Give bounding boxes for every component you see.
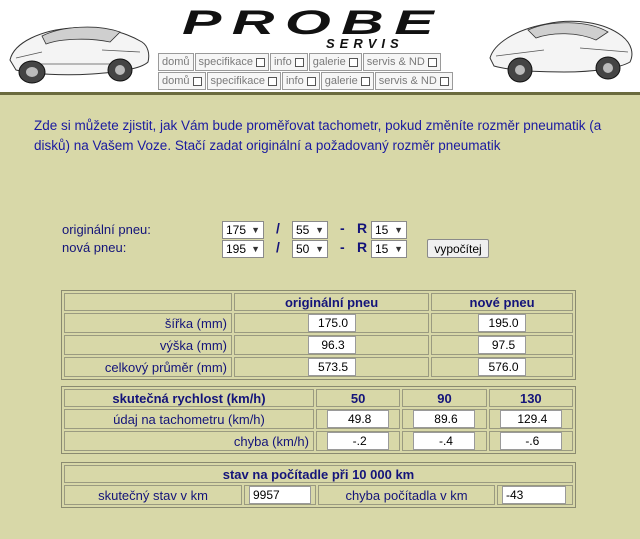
speed-50-header: 50 (316, 389, 400, 407)
slash-separator: / (276, 220, 280, 236)
checkbox-icon (268, 77, 277, 86)
chevron-down-icon: ▼ (315, 225, 324, 235)
svg-text:PROBE: PROBE (182, 4, 444, 42)
new-rim-select[interactable]: 15 ▼ (371, 240, 407, 258)
checkbox-icon (256, 58, 265, 67)
new-width-select[interactable]: 195 ▼ (222, 240, 264, 258)
checkbox-icon (307, 77, 316, 86)
nav-info[interactable]: info (282, 72, 320, 90)
table-row (64, 357, 573, 377)
nav-gallery[interactable]: galerie (309, 53, 362, 71)
chevron-down-icon: ▼ (251, 244, 260, 254)
dash-separator: - (340, 220, 345, 236)
original-width-select[interactable]: 175 ▼ (222, 221, 264, 239)
original-width-value[interactable]: 175.0 (308, 314, 356, 332)
checkbox-icon (440, 77, 449, 86)
original-rim-select[interactable]: 15 ▼ (371, 221, 407, 239)
error-50-value[interactable]: -.2 (327, 432, 389, 450)
speed-table (61, 386, 576, 454)
odometer-error-value[interactable]: -43 (502, 486, 566, 504)
nav-specifications[interactable]: specifikace (207, 72, 281, 90)
nav-service[interactable]: servis & ND (375, 72, 453, 90)
table-header-row (64, 389, 573, 407)
dash-separator: - (340, 239, 345, 255)
original-profile-select[interactable]: 55 ▼ (292, 221, 328, 239)
rim-r-label: R (357, 239, 368, 255)
row-label: chyba (km/h) (64, 431, 314, 451)
original-tire-label: originální pneu: (62, 222, 151, 237)
row-label: celkový průměr (mm) (64, 357, 232, 377)
svg-text:SERVIS: SERVIS (326, 36, 404, 50)
original-tire-header: originální pneu (234, 293, 429, 311)
checkbox-icon (361, 77, 370, 86)
checkbox-icon (428, 58, 437, 67)
intro-text: Zde si můžete zjistit, jak Vám bude proměřovat tachometr, pokud změníte rozměr pneumatik (a disků) na Vašem Voze. Stačí zadat originální a požadovaný rozměr pneumatik (34, 118, 602, 153)
odometer-title: stav na počítadle při 10 000 km (64, 465, 573, 483)
table-row (64, 485, 573, 505)
original-diameter-value[interactable]: 573.5 (308, 358, 356, 376)
row-label: šířka (mm) (64, 313, 232, 333)
new-profile-select[interactable]: 50 ▼ (292, 240, 328, 258)
real-speed-header: skutečná rychlost (km/h) (64, 389, 314, 407)
checkbox-icon (193, 77, 202, 86)
error-130-value[interactable]: -.6 (500, 432, 562, 450)
nav-home[interactable]: domů (158, 53, 194, 71)
table-row (64, 313, 573, 333)
car-rear-illustration (484, 8, 636, 88)
new-width-value[interactable]: 195.0 (478, 314, 526, 332)
checkbox-icon (349, 58, 358, 67)
speed-130-header: 130 (489, 389, 573, 407)
table-row (64, 335, 573, 355)
new-tire-label: nová pneu: (62, 240, 127, 255)
speed-90-header: 90 (402, 389, 486, 407)
site-header (0, 0, 640, 95)
row-label: výška (mm) (64, 335, 232, 355)
table-row (64, 431, 573, 451)
nav-service[interactable]: servis & ND (363, 53, 441, 71)
table-header-row (64, 293, 573, 311)
chevron-down-icon: ▼ (394, 225, 403, 235)
probe-servis-logo (178, 4, 448, 50)
speedometer-130-value[interactable]: 129.4 (500, 410, 562, 428)
real-distance-label: skutečný stav v km (64, 485, 242, 505)
empty-header-cell (64, 293, 232, 311)
new-height-value[interactable]: 97.5 (478, 336, 526, 354)
chevron-down-icon: ▼ (315, 244, 324, 254)
nav-row-bottom (158, 72, 454, 90)
nav-home[interactable]: domů (158, 72, 206, 90)
original-height-value[interactable]: 96.3 (308, 336, 356, 354)
odometer-error-label: chyba počítadla v km (318, 485, 495, 505)
chevron-down-icon: ▼ (251, 225, 260, 235)
nav-specifications[interactable]: specifikace (195, 53, 269, 71)
table-row (64, 409, 573, 429)
rim-r-label: R (357, 220, 368, 236)
speedometer-50-value[interactable]: 49.8 (327, 410, 389, 428)
nav-info[interactable]: info (270, 53, 308, 71)
chevron-down-icon: ▼ (394, 244, 403, 254)
table-header-row (64, 465, 573, 483)
real-distance-value[interactable]: 9957 (249, 486, 311, 504)
row-label: údaj na tachometru (km/h) (64, 409, 314, 429)
nav-gallery[interactable]: galerie (321, 72, 374, 90)
new-diameter-value[interactable]: 576.0 (478, 358, 526, 376)
speedometer-90-value[interactable]: 89.6 (413, 410, 475, 428)
odometer-table (61, 462, 576, 508)
slash-separator: / (276, 239, 280, 255)
dimensions-table (61, 290, 576, 380)
calculate-button[interactable]: vypočítej (427, 239, 489, 258)
checkbox-icon (295, 58, 304, 67)
nav-row-top (158, 53, 442, 71)
car-front-illustration (2, 12, 152, 88)
error-90-value[interactable]: -.4 (413, 432, 475, 450)
new-tire-header: nové pneu (431, 293, 573, 311)
